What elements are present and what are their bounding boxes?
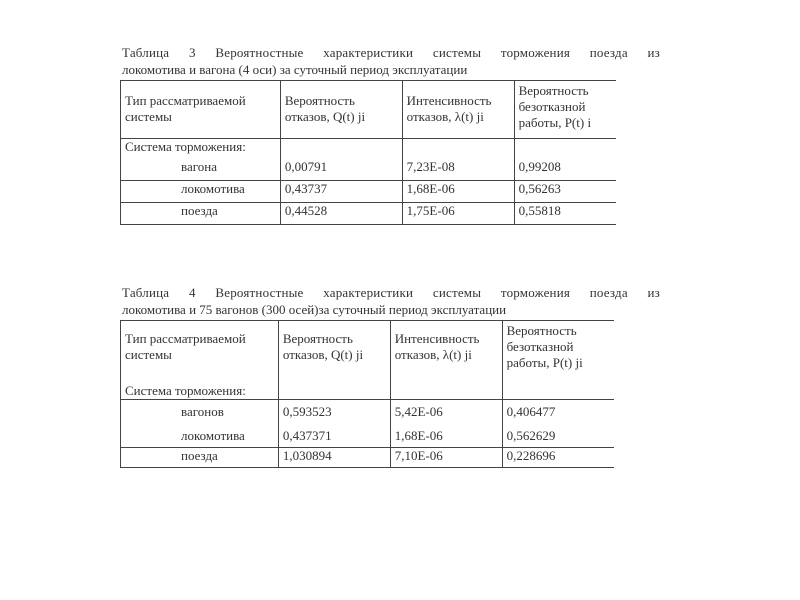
table3-header-probability: Вероятность отказов, Q(t) ji — [280, 81, 402, 139]
table4-header-probability: Вероятность отказов, Q(t) ji — [278, 321, 390, 400]
table4-header-intensity: Интенсивность отказов, λ(t) ji — [390, 321, 502, 400]
table4-row-p: 0,228696 — [502, 448, 614, 468]
table4-header-reliability: Вероятность безотказной работы, P(t) ji — [502, 321, 614, 400]
table4 — [120, 320, 614, 468]
table3-header-type: Тип рассматриваемой системы — [121, 81, 281, 139]
table3-row-name: вагона — [121, 159, 281, 181]
table4-row-name: вагонов — [121, 400, 279, 424]
table3 — [120, 80, 616, 225]
table3-row-q: 0,00791 — [280, 159, 402, 181]
table4-row-name: поезда — [121, 448, 279, 468]
table-row — [121, 400, 615, 424]
table-row — [121, 424, 615, 448]
table4-row-q: 0,437371 — [278, 424, 390, 448]
table-row — [121, 159, 617, 181]
table3-caption-line2: локомотива и вагона (4 оси) за суточный период эксплуатации — [122, 62, 468, 77]
table-row — [121, 181, 617, 203]
table-row — [121, 448, 615, 468]
table3-row-p: 0,55818 — [514, 203, 616, 225]
table4-row-lambda: 7,10E-06 — [390, 448, 502, 468]
table3-caption — [122, 44, 660, 78]
table3-row-p: 0,56263 — [514, 181, 616, 203]
table3-row-lambda: 1,75E-06 — [402, 203, 514, 225]
table3-section-label: Система торможения: — [121, 139, 281, 159]
table3-header-reliability: Вероятность безотказной работы, P(t) i — [514, 81, 616, 139]
table4-row-name: локомотива — [121, 424, 279, 448]
table4-row-p: 0,406477 — [502, 400, 614, 424]
table4-caption-line1: Таблица 4 Вероятностные характеристики системы торможения поезда из — [122, 285, 660, 300]
table4-row-q: 0,593523 — [278, 400, 390, 424]
table4-header-type — [121, 321, 279, 400]
table3-header-intensity: Интенсивность отказов, λ(t) ji — [402, 81, 514, 139]
table4-row-lambda: 5,42E-06 — [390, 400, 502, 424]
table3-row-q: 0,43737 — [280, 181, 402, 203]
table3-caption-line1: Таблица 3 Вероятностные характеристики системы торможения поезда из — [122, 45, 660, 60]
table3-row-name: поезда — [121, 203, 281, 225]
table4-caption — [122, 284, 660, 318]
table3-row-name: локомотива — [121, 181, 281, 203]
table4-row-p: 0,562629 — [502, 424, 614, 448]
table4-caption-line2: локомотива и 75 вагонов (300 осей)за суточный период эксплуатации — [122, 302, 507, 317]
table3-row-lambda: 7,23E-08 — [402, 159, 514, 181]
table4-row-lambda: 1,68E-06 — [390, 424, 502, 448]
table3-row-q: 0,44528 — [280, 203, 402, 225]
table4-row-q: 1,030894 — [278, 448, 390, 468]
table4-section-label: Система торможения: — [125, 383, 246, 398]
table4-header-type-text: Тип рассматриваемой системы — [125, 331, 246, 362]
table3-row-lambda: 1,68E-06 — [402, 181, 514, 203]
table3-row-p: 0,99208 — [514, 159, 616, 181]
table-row — [121, 203, 617, 225]
